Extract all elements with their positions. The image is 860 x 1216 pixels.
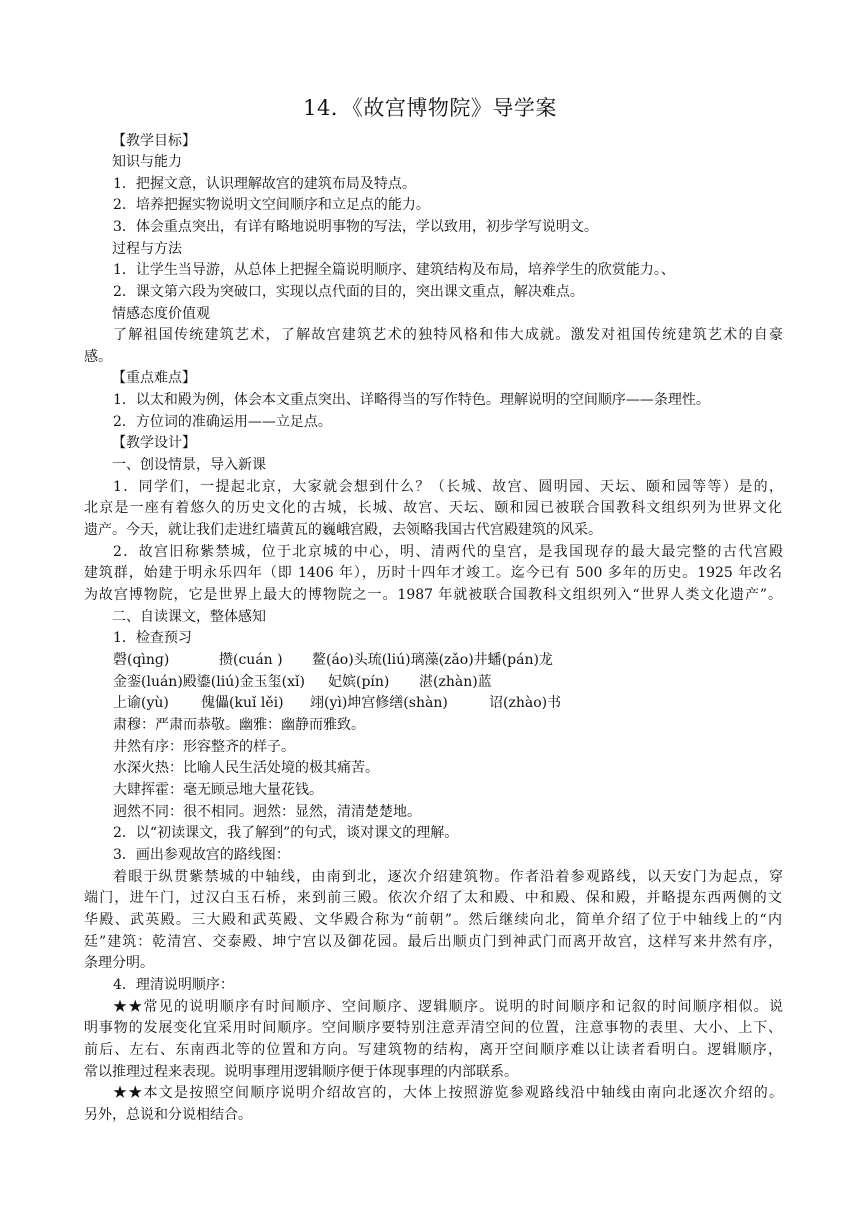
text-line: 北京是一座有着悠久的历史文化的古城，长城、故宫、天坛、颐和园已被联合国教科文组织列为世界文化 bbox=[84, 500, 782, 516]
pinyin-item: 妃嫔(pín) bbox=[328, 674, 390, 690]
text-line: 2．方位词的准确运用——立足点。 bbox=[113, 414, 332, 430]
text-line: 另外，总说和分说相结合。 bbox=[84, 1107, 252, 1123]
text-line: 肃穆：严肃而恭敬。幽雅：幽静而雅致。 bbox=[113, 717, 365, 733]
text-line: ★★本文是按照空间顺序说明介绍故宫的，大体上按照游览参观路线沿中轴线由南向北逐次介绍的。 bbox=[113, 1085, 783, 1101]
text-line: 建筑群，始建于明永乐四年（即 1406 年），历时十四年才竣工。迄今已有 500 多年的历史。1925 年改名 bbox=[84, 565, 782, 581]
text-line: 3．画出参观故宫的路线图： bbox=[113, 847, 290, 863]
section-heading: 【重点难点】 bbox=[112, 370, 196, 386]
pinyin-item: 翊(yì)坤宫修缮(shàn) bbox=[310, 695, 448, 711]
text-line: 端门，进午门，过汉白玉石桥，来到前三殿。依次介绍了太和殿、中和殿、保和殿，并略提东西两侧的文 bbox=[84, 890, 782, 906]
section-heading: 【教学设计】 bbox=[112, 435, 196, 451]
text-line: 2．故宫旧称紫禁城，位于北京城的中心，明、清两代的皇宫，是我国现存的最大最完整的古代宫殿 bbox=[113, 544, 783, 560]
page-title: 14．《故宫博物院》导学案 bbox=[303, 96, 557, 120]
text-line: 大肆挥霍：毫无顾忌地大量花钱。 bbox=[113, 782, 323, 798]
text-line: 感。 bbox=[84, 349, 112, 365]
text-line: ★★常见的说明顺序有时间顺序、空间顺序、逻辑顺序。说明的时间顺序和记叙的时间顺序相似。说 bbox=[113, 999, 783, 1015]
text-line: 2．课文第六段为突破口，实现以点代面的目的，突出课文重点，解决难点。 bbox=[113, 284, 584, 300]
text-line: 了解祖国传统建筑艺术，了解故宫建筑艺术的独特风格和伟大成就。激发对祖国传统建筑艺术的自豪 bbox=[113, 327, 783, 343]
text-line: 3．体会重点突出，有详有略地说明事物的写法，学以致用，初步学写说明文。 bbox=[113, 219, 598, 235]
subheading: 二、自读课文，整体感知 bbox=[112, 609, 266, 625]
pinyin-item: 上谕(yù) bbox=[113, 695, 169, 711]
subheading: 一、创设情景，导入新课 bbox=[112, 457, 266, 473]
text-line: 1．以太和殿为例，体会本文重点突出、详略得当的写作特色。理解说明的空间顺序——条理性。 bbox=[113, 392, 710, 408]
text-line: 2．以“初读课文，我了解到”的句式，谈对课文的理解。 bbox=[113, 825, 459, 841]
pinyin-item: 傀儡(kuǐ lěi) bbox=[201, 695, 284, 711]
subheading: 情感态度价值观 bbox=[112, 306, 210, 322]
text-line: 条理分明。 bbox=[84, 955, 154, 971]
text-line: 迥然不同：很不相同。迥然：显然，清清楚楚地。 bbox=[113, 804, 421, 820]
pinyin-item: 诏(zhào)书 bbox=[489, 695, 562, 711]
text-line: 着眼于纵贯紫禁城的中轴线，由南到北，逐次介绍建筑物。作者沿着参观路线，以天安门为起点，穿 bbox=[113, 869, 783, 885]
text-line: 前后、左右、东南西北等的位置和方向。写建筑物的结构，离开空间顺序难以让读者看明白。逻辑顺序， bbox=[84, 1042, 782, 1058]
text-line: 水深火热：比喻人民生活处境的极其痛苦。 bbox=[113, 760, 379, 776]
text-line: 4．理清说明顺序： bbox=[113, 977, 234, 993]
text-line: 华殿、武英殿。三大殿和武英殿、文华殿合称为“前朝”。然后继续向北，简单介绍了位于中轴线上的“内 bbox=[84, 912, 782, 928]
section-heading: 【教学目标】 bbox=[112, 133, 196, 149]
pinyin-item: 湛(zhàn)蓝 bbox=[419, 674, 492, 690]
text-line: 明事物的发展变化宜采用时间顺序。空间顺序要特别注意弄清空间的位置，注意事物的表里、大小、上下、 bbox=[84, 1020, 782, 1036]
pinyin-item: 鳌(áo)头琉(liú)璃藻(zǎo)井蟠(pán)龙 bbox=[312, 652, 553, 668]
pinyin-item: 攒(cuán ) bbox=[219, 652, 283, 668]
text-line: 常以推理过程来表现。说明事理用逻辑顺序便于体现事理的内部联系。 bbox=[84, 1064, 518, 1080]
text-line: 1．把握文意，认识理解故宫的建筑布局及特点。 bbox=[113, 176, 416, 192]
pinyin-item: 磬(qìnɡ) bbox=[113, 652, 170, 668]
text-line: 2．培养把握实物说明文空间顺序和立足点的能力。 bbox=[113, 197, 430, 213]
text-line: 廷”建筑：乾清宫、交泰殿、坤宁宫以及御花园。最后出顺贞门到神武门而离开故宫，这样写来井然有序， bbox=[84, 934, 782, 950]
pinyin-item: 金銮(luán)殿鎏(liú)金玉玺(xǐ) bbox=[113, 674, 305, 690]
text-line: 遗产。今天，就让我们走进红墙黄瓦的巍峨宫殿，去领略我国古代宫殿建筑的风采。 bbox=[84, 522, 602, 538]
text-line: 1．检查预习 bbox=[113, 630, 192, 646]
text-line: 井然有序：形容整齐的样子。 bbox=[113, 739, 295, 755]
subheading: 知识与能力 bbox=[112, 154, 182, 170]
subheading: 过程与方法 bbox=[112, 241, 182, 257]
text-line: 为故宫博物院，它是世界上最大的博物院之一。1987 年就被联合国教科文组织列入“世界人类文化遗产”。 bbox=[84, 587, 782, 603]
text-line: 1．让学生当导游，从总体上把握全篇说明顺序、建筑结构及布局，培养学生的欣赏能力。、 bbox=[113, 262, 675, 278]
text-line: 1．同学们，一提起北京，大家就会想到什么？（长城、故宫、圆明园、天坛、颐和园等等）是的， bbox=[113, 479, 783, 495]
